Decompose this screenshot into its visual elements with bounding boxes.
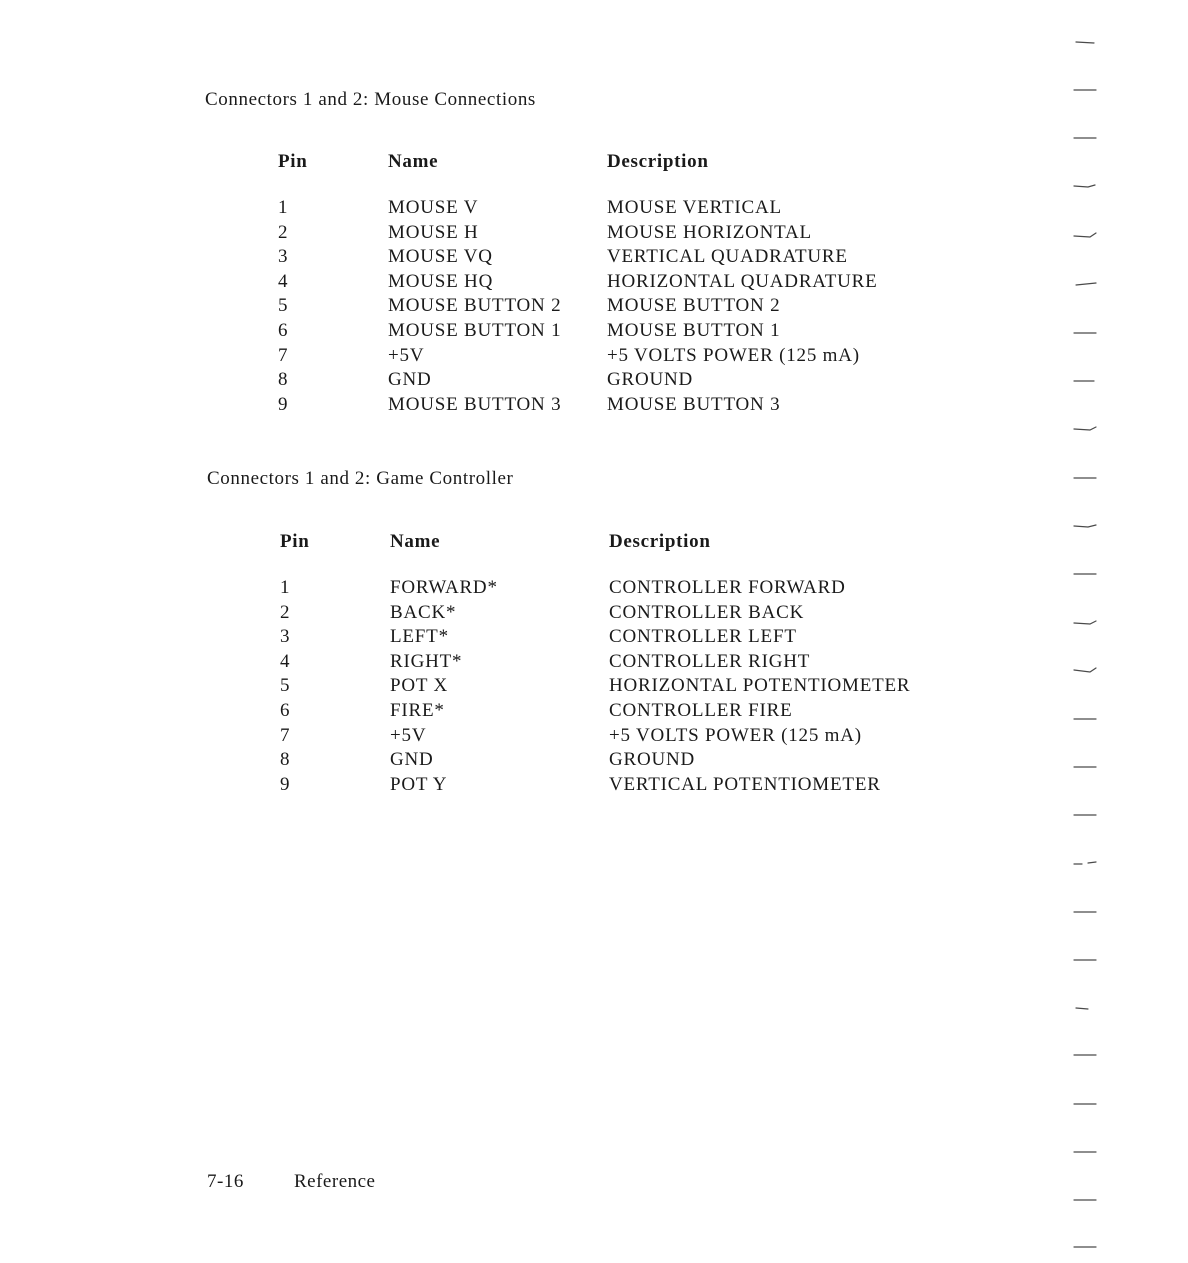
pin-table-mouse [278,151,958,421]
pin-cell: 5 [278,295,289,317]
name-cell: BACK* [390,601,457,623]
description-cell: HORIZONTAL POTENTIOMETER [609,675,911,697]
column-header-description: Description [607,151,709,172]
description-cell: HORIZONTAL QUADRATURE [607,270,878,292]
description-cell: CONTROLLER FIRE [609,700,793,721]
name-cell: MOUSE BUTTON 2 [388,295,562,317]
name-cell: MOUSE HQ [388,270,494,292]
pin-cell: 8 [278,369,289,391]
pin-cell: 4 [280,650,291,672]
description-cell: MOUSE BUTTON 1 [607,320,781,341]
name-cell: MOUSE VQ [388,246,493,268]
name-cell: MOUSE BUTTON 1 [388,320,562,341]
pin-cell: 7 [280,724,291,746]
pin-cell: 4 [278,270,289,292]
description-cell: CONTROLLER FORWARD [609,577,846,598]
section-heading-mouse-connections: Connectors 1 and 2: Mouse Connections [205,89,536,110]
description-cell: CONTROLLER RIGHT [609,650,811,672]
pin-cell: 5 [280,675,291,697]
name-cell: GND [390,749,434,771]
name-cell: FIRE* [390,700,445,721]
footer-section-name: Reference [294,1171,376,1192]
pin-table-game-controller [280,531,980,801]
pin-cell: 1 [280,577,291,598]
name-cell: RIGHT* [390,650,463,672]
name-cell: +5V [390,724,427,746]
description-cell: MOUSE VERTICAL [607,197,782,218]
footer-page-number: 7-16 [207,1171,244,1192]
description-cell: GROUND [609,749,696,771]
description-cell: VERTICAL POTENTIOMETER [609,773,881,795]
pin-cell: 8 [280,749,291,771]
description-cell: MOUSE BUTTON 2 [607,295,781,317]
name-cell: LEFT* [390,626,449,648]
column-header-name: Name [388,151,439,172]
pin-cell: 2 [278,221,289,243]
name-cell: POT X [390,675,449,697]
binding-edge-marks [1066,0,1106,1258]
column-header-description: Description [609,531,711,552]
pin-cell: 1 [278,197,289,218]
name-cell: MOUSE V [388,197,479,218]
description-cell: CONTROLLER BACK [609,601,805,623]
name-cell: GND [388,369,432,391]
column-header-pin: Pin [278,151,308,172]
name-cell: FORWARD* [390,577,498,598]
pin-cell: 3 [280,626,291,648]
pin-cell: 6 [278,320,289,341]
name-cell: MOUSE BUTTON 3 [388,393,562,415]
description-cell: +5 VOLTS POWER (125 mA) [607,344,860,366]
column-header-name: Name [390,531,441,552]
description-cell: +5 VOLTS POWER (125 mA) [609,724,862,746]
pin-cell: 9 [280,773,291,795]
description-cell: VERTICAL QUADRATURE [607,246,848,268]
name-cell: MOUSE H [388,221,479,243]
pin-cell: 2 [280,601,291,623]
pin-cell: 9 [278,393,289,415]
name-cell: POT Y [390,773,448,795]
description-cell: MOUSE HORIZONTAL [607,221,812,243]
pin-cell: 6 [280,700,291,721]
description-cell: CONTROLLER LEFT [609,626,797,648]
section-heading-game-controller: Connectors 1 and 2: Game Controller [207,468,514,489]
column-header-pin: Pin [280,531,310,552]
description-cell: MOUSE BUTTON 3 [607,393,781,415]
name-cell: +5V [388,344,425,366]
pin-cell: 3 [278,246,289,268]
pin-cell: 7 [278,344,289,366]
description-cell: GROUND [607,369,694,391]
